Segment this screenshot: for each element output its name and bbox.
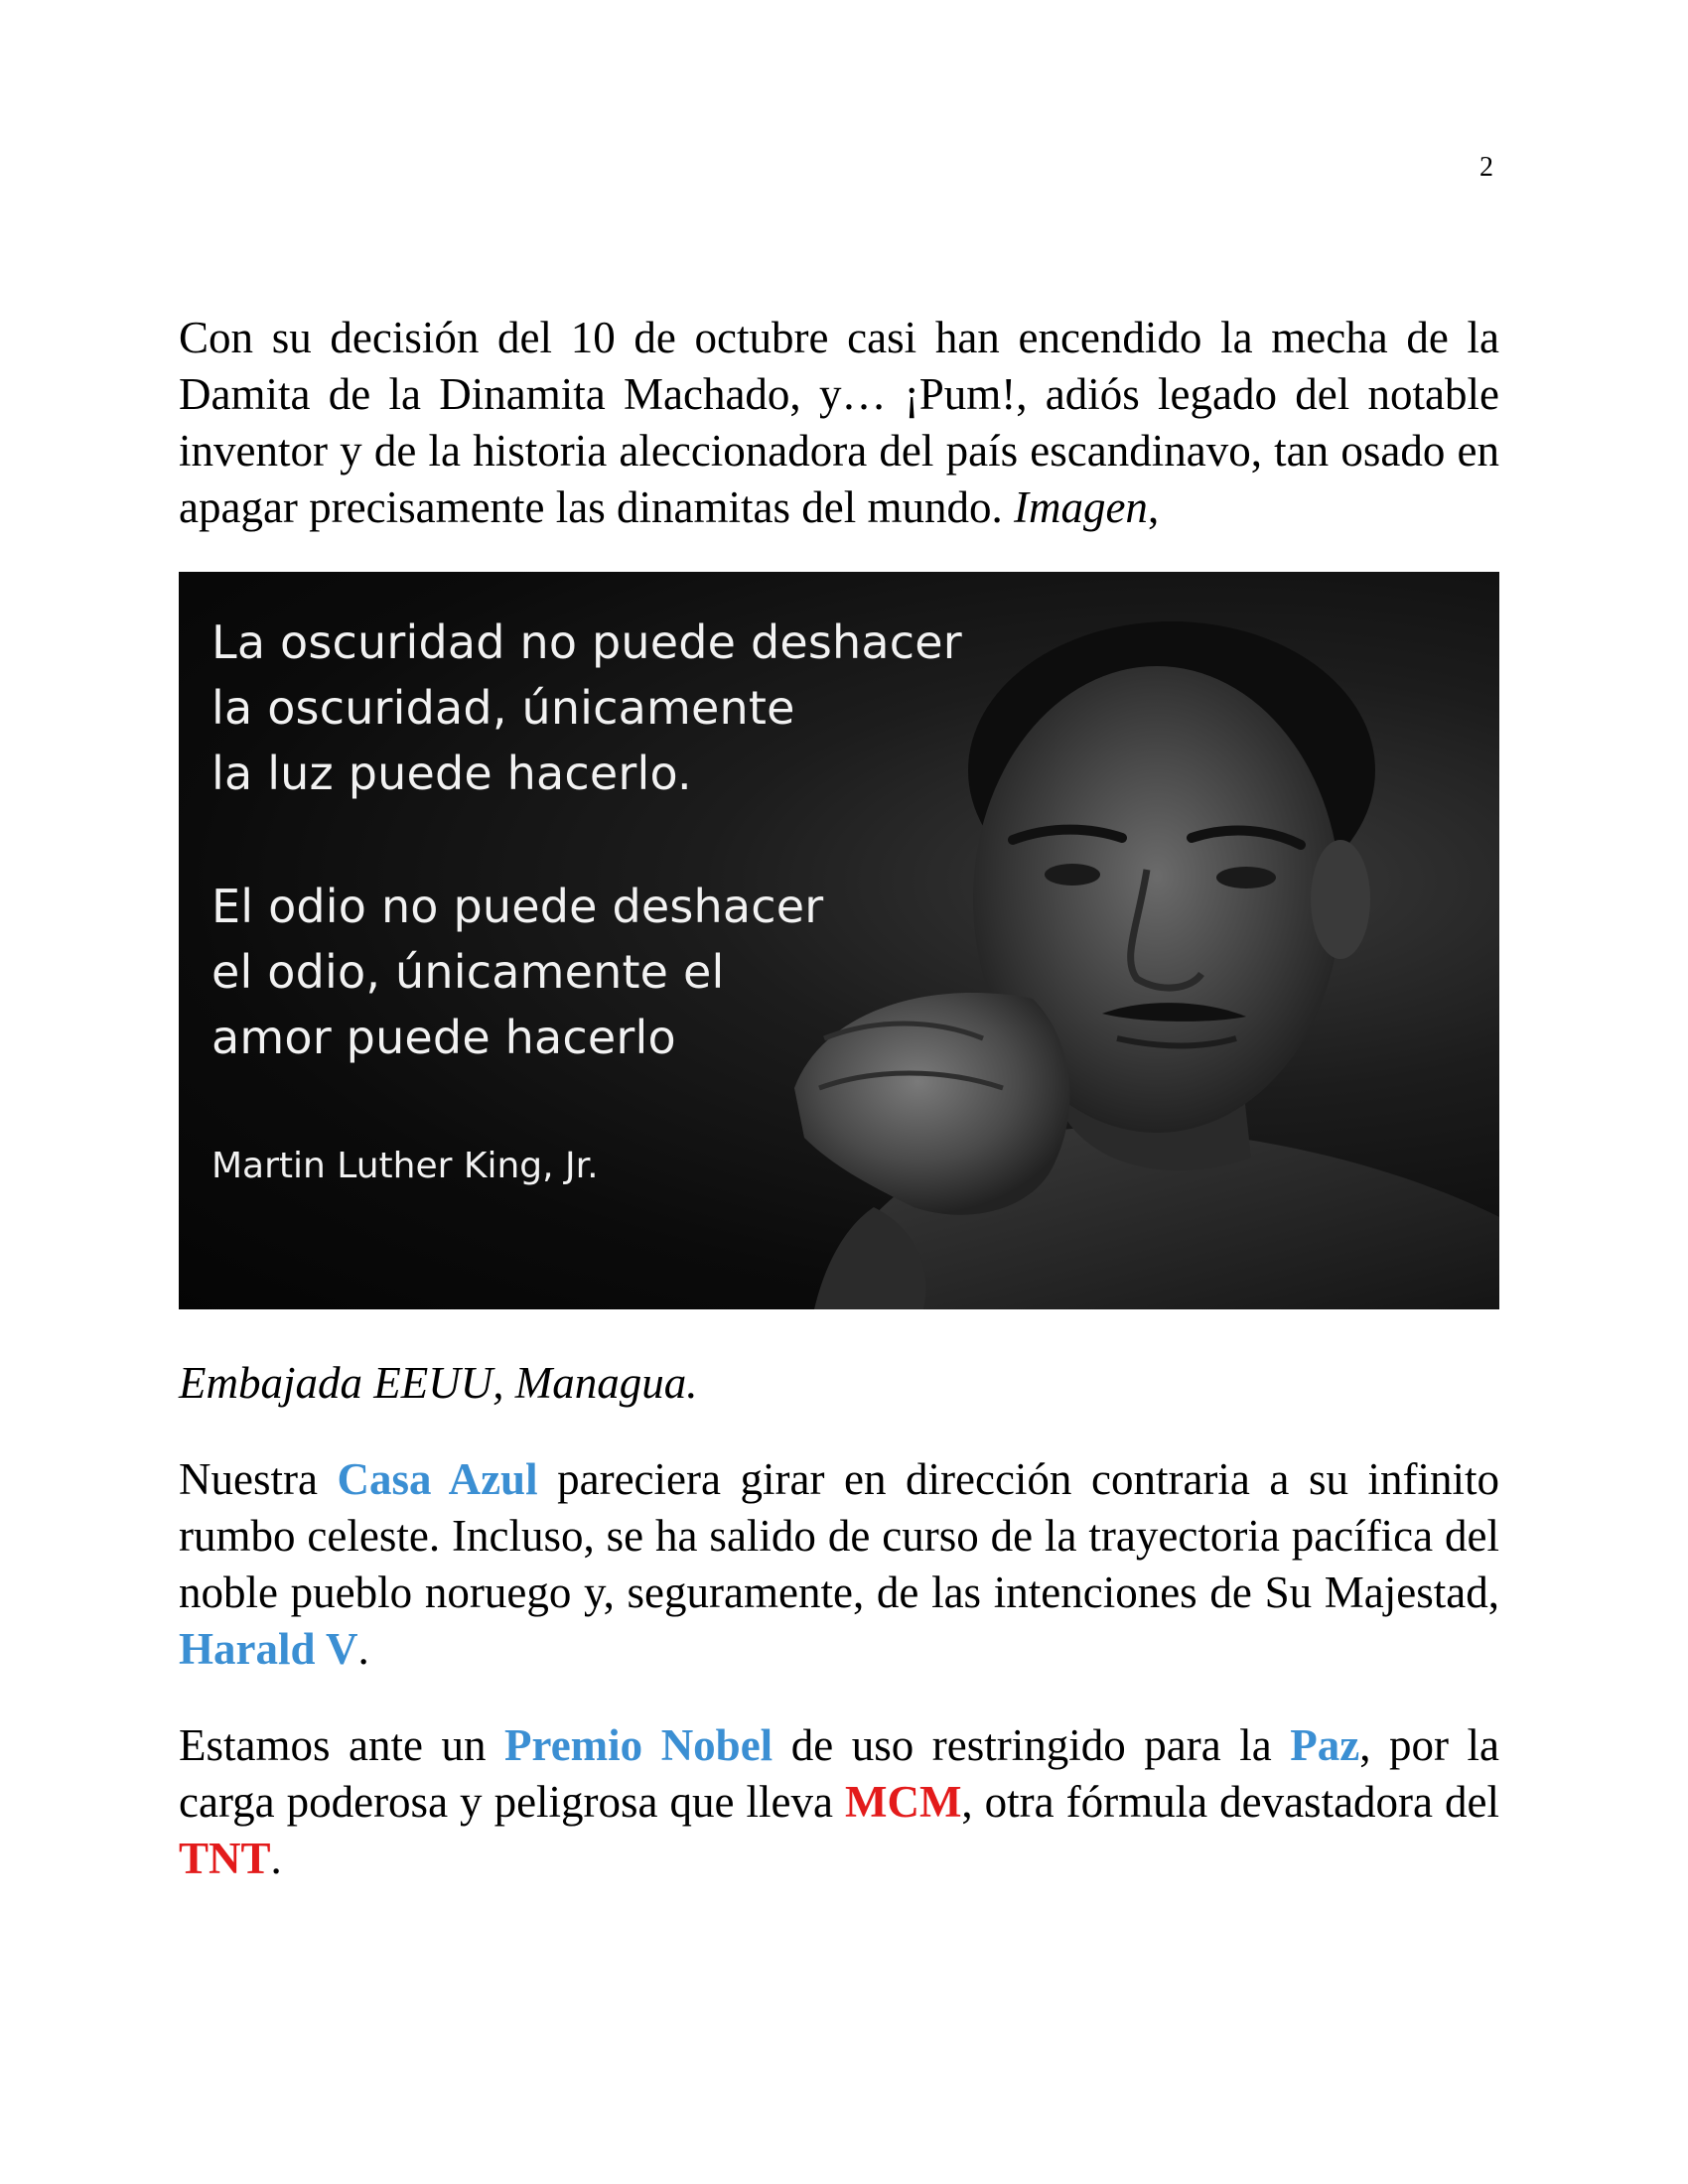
highlight-harald-v: Harald V (179, 1624, 358, 1674)
paragraph-2 (179, 1451, 1499, 1678)
paragraph-3-text: , otra fórmula devastadora del (961, 1777, 1499, 1827)
document-body (179, 310, 1499, 1887)
quote-line: la luz puede hacerlo. (211, 747, 692, 800)
highlight-casa-azul: Casa Azul (337, 1454, 538, 1504)
quote-text (211, 610, 962, 1070)
page-number: 2 (1479, 152, 1493, 183)
highlight-tnt: TNT (179, 1834, 271, 1883)
paragraph-3-text: Estamos ante un (179, 1720, 505, 1770)
paragraph-3-text: , por la carga poderosa y peligrosa que lleva (179, 1720, 1500, 1827)
paragraph-3-text: de uso restringido para la (773, 1720, 1291, 1770)
paragraph-2-text: . (357, 1624, 369, 1674)
paragraph-1 (179, 310, 1499, 536)
paragraph-1-italic: Imagen (1013, 482, 1148, 532)
highlight-mcm: MCM (844, 1777, 962, 1827)
paragraph-2-text: Nuestra (179, 1454, 338, 1504)
quote-line: La oscuridad no puede deshacer (211, 615, 962, 669)
highlight-paz: Paz (1290, 1720, 1360, 1770)
quote-line: amor puede hacerlo (211, 1011, 676, 1064)
image-caption: Embajada EEUU, Managua. (179, 1358, 698, 1408)
paragraph-1-end: , (1147, 482, 1160, 532)
paragraph-3-text: . (270, 1834, 282, 1883)
quote-attribution: Martin Luther King, Jr. (211, 1146, 599, 1186)
highlight-premio-nobel: Premio Nobel (504, 1720, 774, 1770)
paragraph-1-text: Con su decisión del 10 de octubre casi han encendido la mecha de la Damita de la Dinamita Machado, y… ¡Pum!, adiós legado del notable inventor y de la historia aleccionadora del país escandinavo, tan osado en apagar precisamente las dinamitas del mundo. (179, 313, 1499, 532)
paragraph-3 (179, 1717, 1499, 1887)
quote-line: el odio, únicamente el (211, 945, 725, 999)
quote-line: la oscuridad, únicamente (211, 681, 795, 735)
quote-image (179, 572, 1499, 1309)
paragraph-2-text: pareciera girar en dirección contraria a su infinito rumbo celeste. Incluso, se ha salido de curso de la trayectoria pacífica del noble pueblo noruego y, seguramente, de las intenciones de Su Majestad, (179, 1454, 1499, 1617)
quote-line: El odio no puede deshacer (211, 880, 824, 933)
